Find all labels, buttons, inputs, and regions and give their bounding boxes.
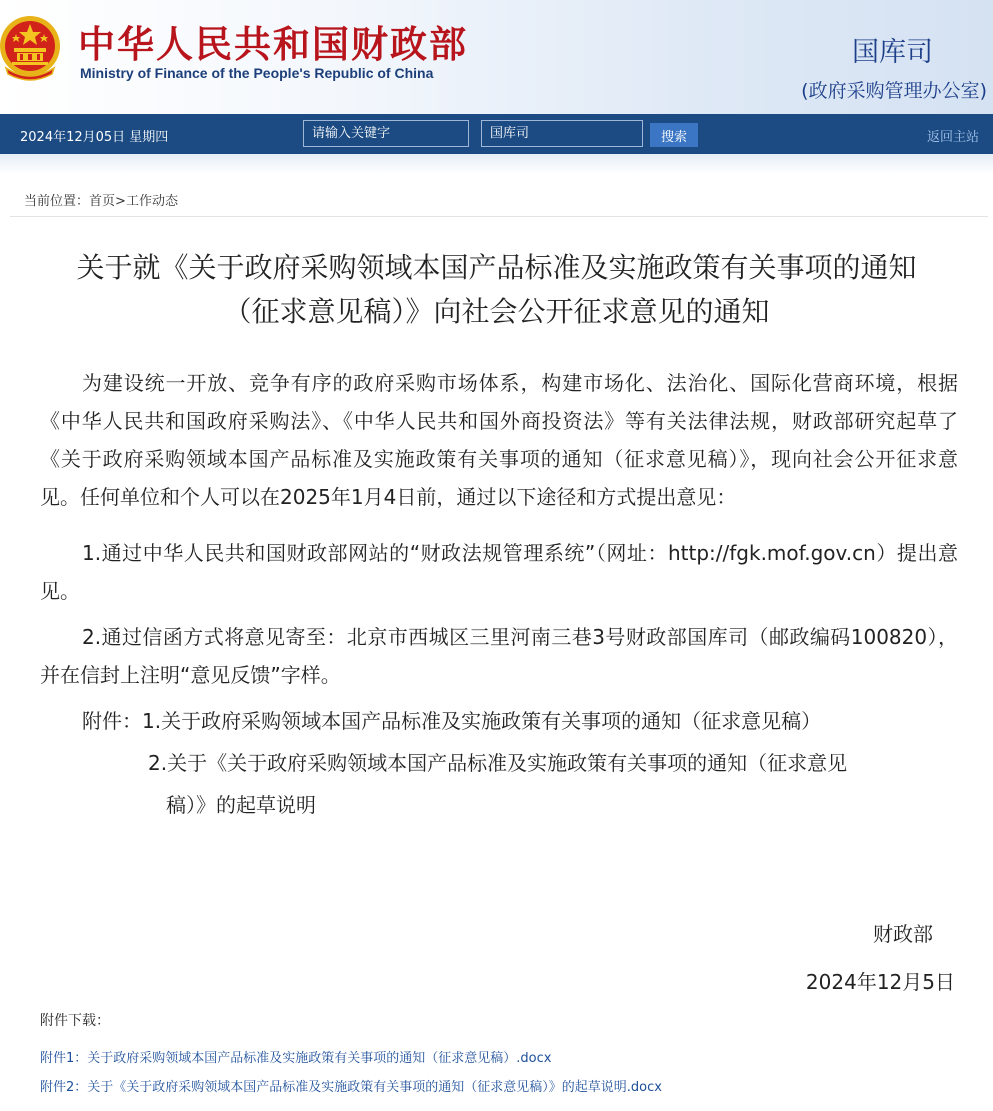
article-title-line1: 关于就《关于政府采购领域本国产品标准及实施政策有关事项的通知 (76, 251, 917, 284)
search-button[interactable]: 搜索 (650, 123, 698, 147)
article-title (20, 246, 973, 334)
site-title-en: Ministry of Finance of the People's Republic of China (80, 65, 434, 81)
breadcrumb-separator: > (115, 194, 126, 209)
department-office: (政府采购管理办公室) (801, 80, 987, 102)
download-link-file1[interactable]: 附件1：关于政府采购领域本国产品标准及实施政策有关事项的通知（征求意见稿）.docx (40, 1051, 552, 1066)
breadcrumb-prefix: 当前位置： (24, 194, 90, 209)
nav-shadow (0, 154, 993, 174)
breadcrumb-current-link[interactable]: 工作动态 (125, 194, 178, 209)
nav-bar (0, 114, 993, 154)
attachment-label: 附件： (82, 709, 142, 733)
national-emblem-icon (0, 12, 64, 84)
current-date: 2024年12月05日 星期四 (20, 130, 169, 145)
breadcrumb-divider (10, 216, 988, 217)
signature: 财政部 (873, 922, 933, 946)
return-home-link[interactable]: 返回主站 (926, 130, 979, 145)
search-input[interactable] (303, 120, 469, 147)
article-title-line2: （征求意见稿）》向社会公开征求意见的通知 (223, 295, 770, 328)
article-paragraph-intro: 为建设统一开放、竞争有序的政府采购市场体系，构建市场化、法治化、国际化营商环境，根据《中华人民共和国政府采购法》、《中华人民共和国外商投资法》等有关法律法规，财政部研究起草了《关于政府采购领域本国产品标准及实施政策有关事项的通知（征求意见稿）》，现向社会公开征求意见。任何单位和个人可以在2025年1月4日前，通过以下途径和方式提出意见： (40, 371, 958, 509)
site-title-cn: 中华人民共和国财政部 (78, 22, 468, 66)
signature-date: 2024年12月5日 (805, 970, 955, 994)
attachment-item-2-line1: 2.关于《关于政府采购领域本国产品标准及实施政策有关事项的通知（征求意见 (148, 751, 848, 775)
site-header (0, 0, 993, 114)
breadcrumb (24, 190, 178, 209)
download-link-file2[interactable]: 附件2：关于《关于政府采购领域本国产品标准及实施政策有关事项的通知（征求意见稿）》的起草说明.docx (40, 1080, 662, 1095)
breadcrumb-home-link[interactable]: 首页 (89, 194, 116, 209)
attachment-item-2-line2: 稿）》的起草说明 (166, 793, 316, 817)
download-label: 附件下载： (40, 1013, 110, 1029)
search-scope-field[interactable]: 国库司 (481, 120, 643, 147)
article-paragraph-method2: 2.通过信函方式将意见寄至：北京市西城区三里河南三巷3号财政部国库司（邮政编码100820），并在信封上注明“意见反馈”字样。 (40, 625, 958, 687)
department-name: 国库司 (852, 37, 933, 68)
article-paragraph-method1: 1.通过中华人民共和国财政部网站的“财政法规管理系统”（网址：http://fgk.mof.gov.cn）提出意见。 (40, 541, 958, 603)
attachment-item-1: 1.关于政府采购领域本国产品标准及实施政策有关事项的通知（征求意见稿） (142, 709, 822, 733)
attachment-list-1 (82, 702, 821, 740)
